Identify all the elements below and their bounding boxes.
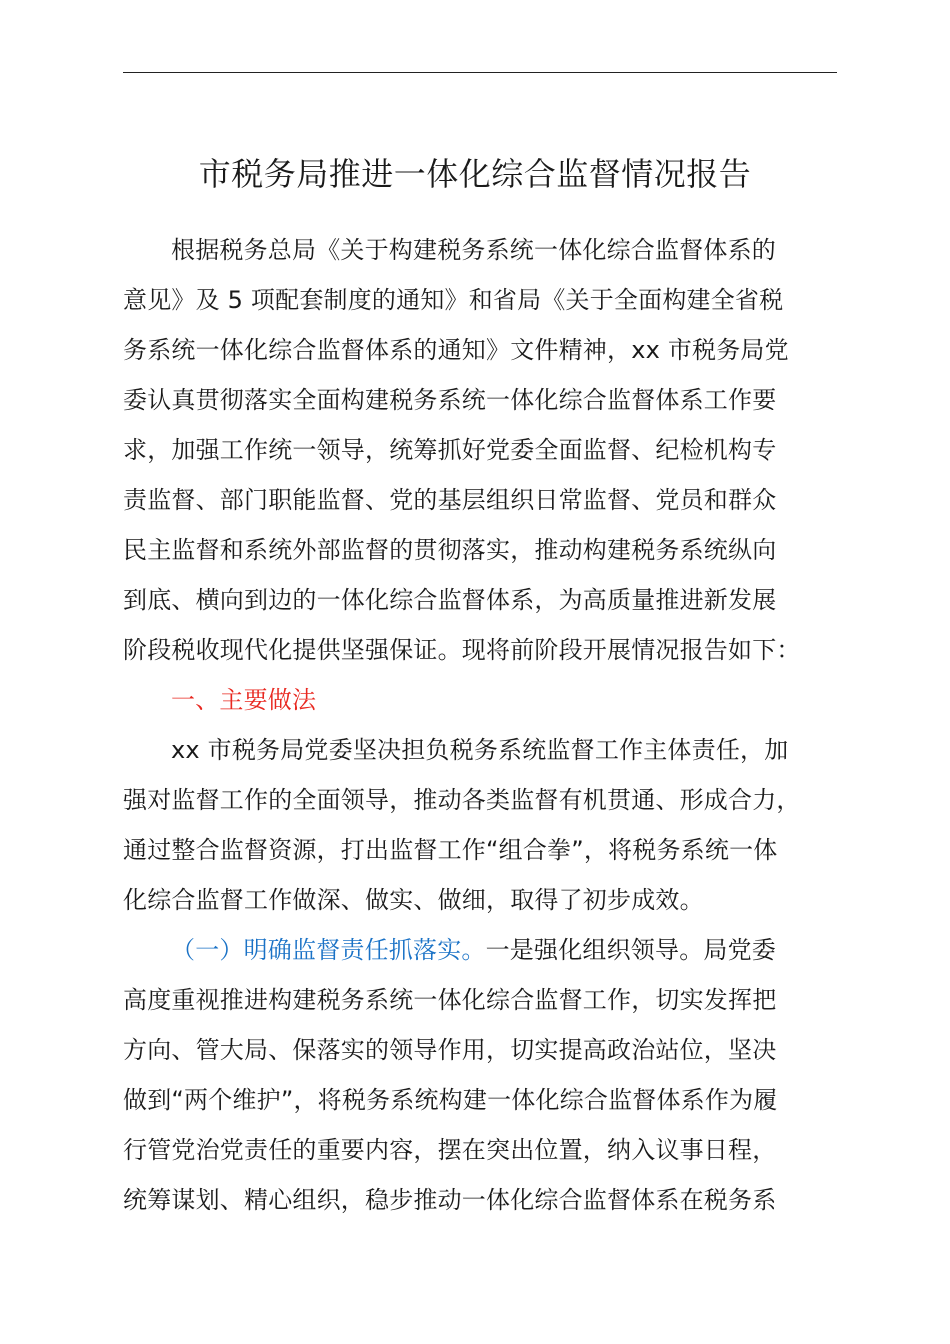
paragraph-line: 统筹谋划、精心组织，稳步推动一体化综合监督体系在税务系 xyxy=(123,1186,777,1214)
paragraph-line: 委认真贯彻落实全面构建税务系统一体化综合监督体系工作要 xyxy=(123,386,777,414)
paragraph-line: 阶段税收现代化提供坚强保证。现将前阶段开展情况报告如下： xyxy=(123,636,801,664)
paragraph-line: 意见》及 5 项配套制度的通知》和省局《关于全面构建全省税 xyxy=(123,286,784,314)
subsection-lead: 一是强化组织领导。局党委 xyxy=(485,936,777,964)
paragraph-line: 做到“两个维护”，将税务系统构建一体化综合监督体系作为履 xyxy=(123,1086,778,1114)
section-heading: 一、主要做法 xyxy=(171,686,317,714)
paragraph-line: 化综合监督工作做深、做实、做细，取得了初步成效。 xyxy=(123,886,704,914)
paragraph-line: 根据税务总局《关于构建税务系统一体化综合监督体系的 xyxy=(171,236,776,264)
paragraph-line: xx 市税务局党委坚决担负税务系统监督工作主体责任，加 xyxy=(171,736,789,764)
paragraph-line: 强对监督工作的全面领导，推动各类监督有机贯通、形成合力， xyxy=(123,786,801,814)
paragraph-line: 责监督、部门职能监督、党的基层组织日常监督、党员和群众 xyxy=(123,486,777,514)
document-title: 市税务局推进一体化综合监督情况报告 xyxy=(198,155,752,193)
paragraph-line: 高度重视推进构建税务系统一体化综合监督工作，切实发挥把 xyxy=(123,986,777,1014)
header-rule xyxy=(123,72,837,73)
paragraph-line: 行管党治党责任的重要内容，摆在突出位置，纳入议事日程， xyxy=(123,1136,777,1164)
subsection-line xyxy=(123,925,839,975)
paragraph-line: 通过整合监督资源，打出监督工作“组合拳”，将税务系统一体 xyxy=(123,836,778,864)
paragraph-line: 民主监督和系统外部监督的贯彻落实，推动构建税务系统纵向 xyxy=(123,536,777,564)
subsection-heading: （一）明确监督责任抓落实。 xyxy=(171,936,486,964)
paragraph-line: 求，加强工作统一领导，统筹抓好党委全面监督、纪检机构专 xyxy=(123,436,777,464)
document-body xyxy=(123,225,839,1225)
paragraph-line: 到底、横向到边的一体化综合监督体系，为高质量推进新发展 xyxy=(123,586,777,614)
paragraph-line: 方向、管大局、保落实的领导作用，切实提高政治站位，坚决 xyxy=(123,1036,777,1064)
paragraph-line: 务系统一体化综合监督体系的通知》文件精神，xx 市税务局党 xyxy=(123,336,789,364)
